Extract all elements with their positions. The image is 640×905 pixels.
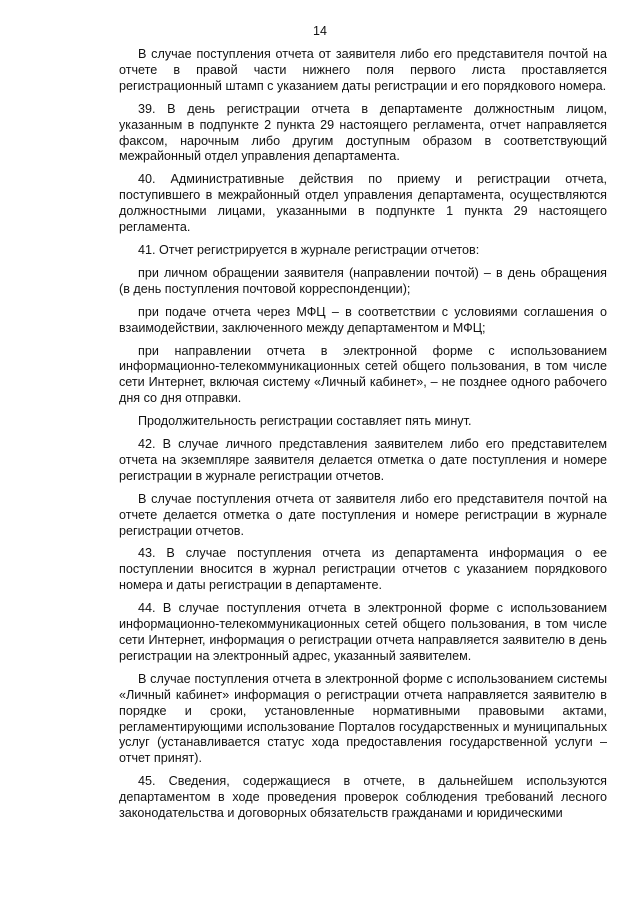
paragraph: при личном обращении заявителя (направлении почтой) – в день обращения (в день поступления почтовой корреспонденции); [119, 265, 607, 296]
paragraph: 45. Сведения, содержащиеся в отчете, в дальнейшем используются департаментом в ходе проведения проверок соблюдения требований лесного законодательства и договорных обязательств гражданами и юридическими [119, 774, 607, 821]
paragraph: при подаче отчета через МФЦ – в соответствии с условиями соглашения о взаимодействии, заключенного между департаментом и МФЦ; [119, 304, 607, 335]
paragraph: при направлении отчета в электронной форме с использованием информационно-телекоммуникационных сетей общего пользования, в том числе сети Интернет, включая систему «Личный кабинет», – не позднее одного рабочего дня со дня отправки. [119, 343, 607, 406]
paragraph: 40. Административные действия по приему и регистрации отчета, поступившего в межрайонный отдел управления департамента, осуществляются должностными лицами, указанными в подпункте 1 пункта 29 настоящего регламента. [119, 172, 607, 235]
paragraph: Продолжительность регистрации составляет пять минут. [138, 414, 472, 429]
paragraph: 44. В случае поступления отчета в электронной форме с использованием информационно-телекоммуникационных сетей общего пользования, в том числе сети Интернет, информация о регистрации отчета направляется заявителю в день регистрации на электронный адрес, указанный заявителем. [119, 601, 607, 663]
paragraph: 39. В день регистрации отчета в департаменте должностным лицом, указанным в подпункте 2 пункта 29 настоящего регламента, отчет направляется факсом, нарочным либо другим доступным образом в соответствующий межрайонный отдел управления департамента. [119, 101, 607, 164]
paragraph: 41. Отчет регистрируется в журнале регистрации отчетов: [138, 242, 480, 257]
document-body [119, 47, 607, 829]
paragraph: В случае поступления отчета от заявителя либо его представителя почтой на отчете в правой части нижнего поля первого листа проставляется регистрационный штамп с указанием даты регистрации и его порядкового номера. [119, 47, 607, 93]
paragraph: 43. В случае поступления отчета из департамента информация о ее поступлении вносится в журнал регистрации отчетов с указанием порядкового номера и даты регистрации в департаменте. [119, 546, 607, 593]
paragraph: В случае поступления отчета в электронной форме с использованием системы «Личный кабинет» информация о регистрации отчета направляется заявителю в порядке и сроки, установленные нормативными правовыми актами, регламентирующими использование Порталов государственных и муниципальных услуг (устанавливается статус хода предоставления государственной услуги – отчет принят). [119, 671, 607, 766]
paragraph: 42. В случае личного представления заявителем либо его представителем отчета на экземпляре заявителя делается отметка о дате поступления и номере регистрации в журнале регистрации отчетов. [119, 437, 607, 483]
paragraph: В случае поступления отчета от заявителя либо его представителя почтой на отчете делается отметка о дате поступления и номере регистрации в журнале регистрации отчетов. [119, 491, 607, 538]
page-number: 14 [313, 24, 327, 38]
